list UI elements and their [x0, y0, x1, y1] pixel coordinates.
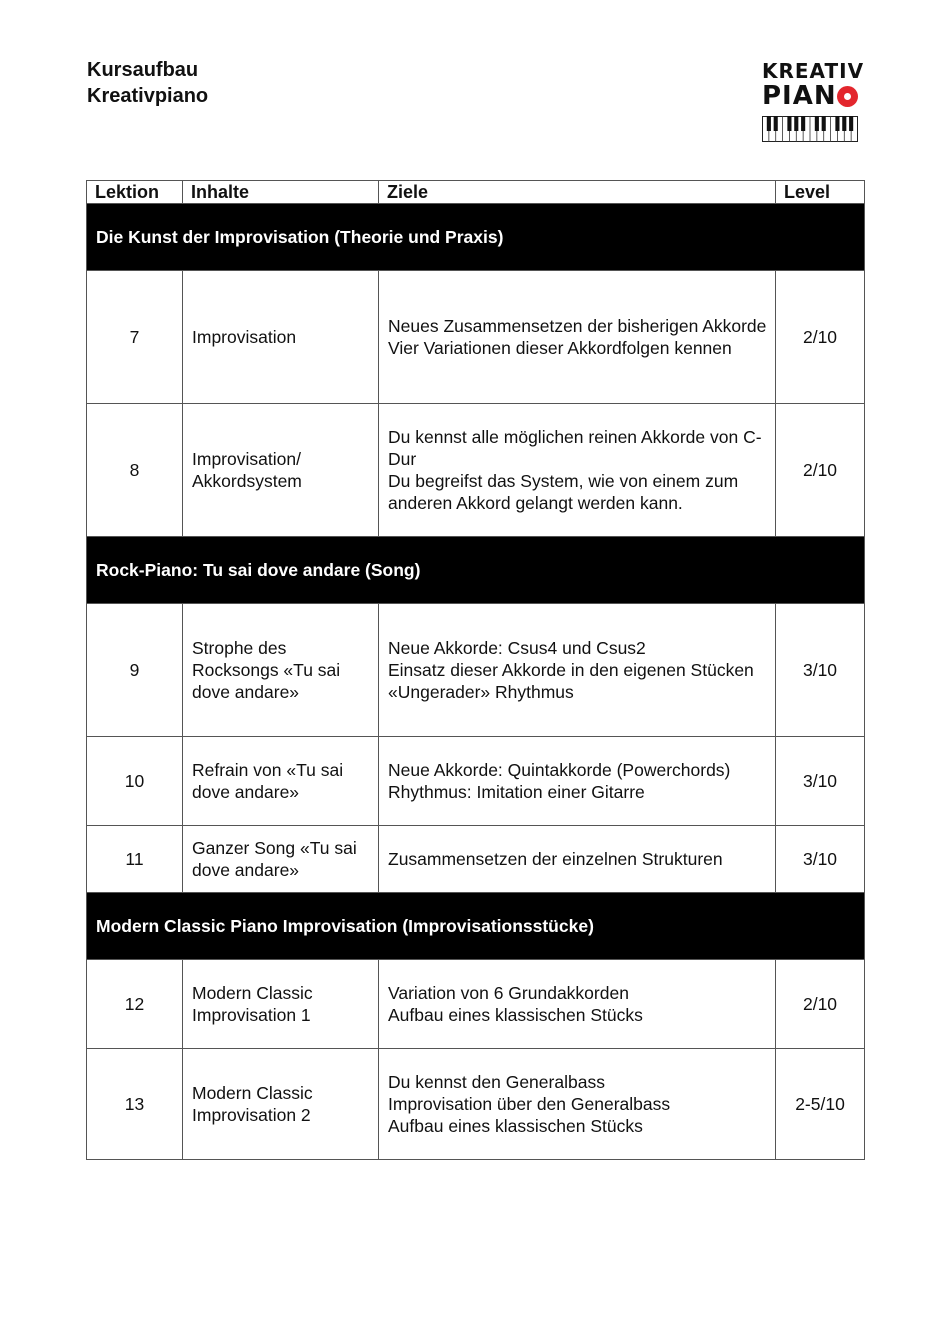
column-header-level: Level — [776, 181, 865, 204]
column-header-inhalte: Inhalte — [183, 181, 379, 204]
goal-line: Aufbau eines klassischen Stücks — [388, 1116, 643, 1136]
content-line: Improvisation/ — [192, 449, 301, 469]
lesson-number: 7 — [87, 271, 183, 404]
content-line: Ganzer Song «Tu sai dove andare» — [192, 838, 357, 880]
goal-line: Rhythmus: Imitation einer Gitarre — [388, 782, 645, 802]
lesson-level: 3/10 — [776, 737, 865, 826]
lesson-number: 9 — [87, 604, 183, 737]
black-key — [842, 116, 846, 131]
section-title: Rock-Piano: Tu sai dove andare (Song) — [87, 537, 865, 604]
logo-line-1: KREATIV — [762, 59, 865, 83]
table-header-row — [87, 181, 865, 204]
black-key — [794, 116, 798, 131]
column-header-lektion: Lektion — [87, 181, 183, 204]
lesson-content — [183, 1049, 379, 1160]
lesson-number: 10 — [87, 737, 183, 826]
table-row — [87, 960, 865, 1049]
goal-line: Du kennst den Generalbass — [388, 1072, 605, 1092]
lesson-number: 11 — [87, 826, 183, 893]
lesson-goals — [379, 1049, 776, 1160]
lesson-content — [183, 404, 379, 537]
lesson-goals — [379, 826, 776, 893]
black-key — [767, 116, 771, 131]
lesson-goals — [379, 404, 776, 537]
lesson-goals — [379, 604, 776, 737]
lesson-number: 13 — [87, 1049, 183, 1160]
black-key — [815, 116, 819, 131]
black-key — [835, 116, 839, 131]
logo-line-2 — [762, 82, 860, 110]
goal-line: «Ungerader» Rhythmus — [388, 682, 574, 702]
lesson-level: 3/10 — [776, 604, 865, 737]
goal-line: Neue Akkorde: Quintakkorde (Powerchords) — [388, 760, 731, 780]
goal-line: Du kennst alle möglichen reinen Akkorde von C-Dur — [388, 427, 762, 469]
black-key — [774, 116, 778, 131]
black-key — [801, 116, 805, 131]
piano-keyboard-icon — [762, 116, 858, 142]
section-title: Modern Classic Piano Improvisation (Improvisationsstücke) — [87, 893, 865, 960]
lesson-level: 3/10 — [776, 826, 865, 893]
table-row — [87, 737, 865, 826]
goal-line: Du begreifst das System, wie von einem zum anderen Akkord gelangt werden kann. — [388, 471, 739, 513]
content-line: Strophe des Rocksongs «Tu sai dove andare» — [192, 638, 341, 702]
lesson-level: 2/10 — [776, 960, 865, 1049]
goal-line: Einsatz dieser Akkorde in den eigenen Stücken — [388, 660, 754, 680]
black-key — [787, 116, 791, 131]
table-row — [87, 826, 865, 893]
lesson-level: 2/10 — [776, 271, 865, 404]
black-key — [849, 116, 853, 131]
lesson-goals — [379, 271, 776, 404]
lesson-content — [183, 960, 379, 1049]
lesson-goals — [379, 737, 776, 826]
goal-line: Variation von 6 Grundakkorden — [388, 983, 629, 1003]
content-line: Improvisation — [192, 327, 297, 347]
content-line: Modern Classic Improvisation 1 — [192, 983, 313, 1025]
lesson-content — [183, 604, 379, 737]
course-table — [86, 180, 865, 1160]
table-row — [87, 271, 865, 404]
table-row — [87, 604, 865, 737]
goal-line: Vier Variationen dieser Akkordfolgen kennen — [388, 338, 732, 358]
lesson-level: 2-5/10 — [776, 1049, 865, 1160]
lesson-number: 12 — [87, 960, 183, 1049]
goal-line: Improvisation über den Generalbass — [388, 1094, 671, 1114]
goal-line: Aufbau eines klassischen Stücks — [388, 1005, 643, 1025]
content-line: Refrain von «Tu sai dove andare» — [192, 760, 344, 802]
document-title — [87, 57, 208, 109]
logo-record-icon — [837, 86, 858, 107]
lesson-level: 2/10 — [776, 404, 865, 537]
title-line-2: Kreativpiano — [87, 85, 209, 107]
goal-line: Zusammensetzen der einzelnen Strukturen — [388, 849, 723, 869]
lesson-goals — [379, 960, 776, 1049]
kreativ-piano-logo — [762, 59, 865, 156]
section-row — [87, 893, 865, 960]
table-row — [87, 404, 865, 537]
goal-line: Neue Akkorde: Csus4 und Csus2 — [388, 638, 646, 658]
title-line-1: Kursaufbau — [87, 59, 199, 81]
section-row — [87, 204, 865, 271]
black-key — [822, 116, 826, 131]
lesson-content — [183, 271, 379, 404]
lesson-number: 8 — [87, 404, 183, 537]
column-header-ziele: Ziele — [379, 181, 776, 204]
lesson-content — [183, 826, 379, 893]
lesson-content — [183, 737, 379, 826]
logo-line-2-text: PIAN — [762, 81, 837, 111]
content-line: Modern Classic Improvisation 2 — [192, 1083, 313, 1125]
table-row — [87, 1049, 865, 1160]
content-line: Akkordsystem — [192, 471, 302, 491]
section-row — [87, 537, 865, 604]
section-title: Die Kunst der Improvisation (Theorie und Praxis) — [87, 204, 865, 271]
goal-line: Neues Zusammensetzen der bisherigen Akkorde — [388, 316, 767, 336]
